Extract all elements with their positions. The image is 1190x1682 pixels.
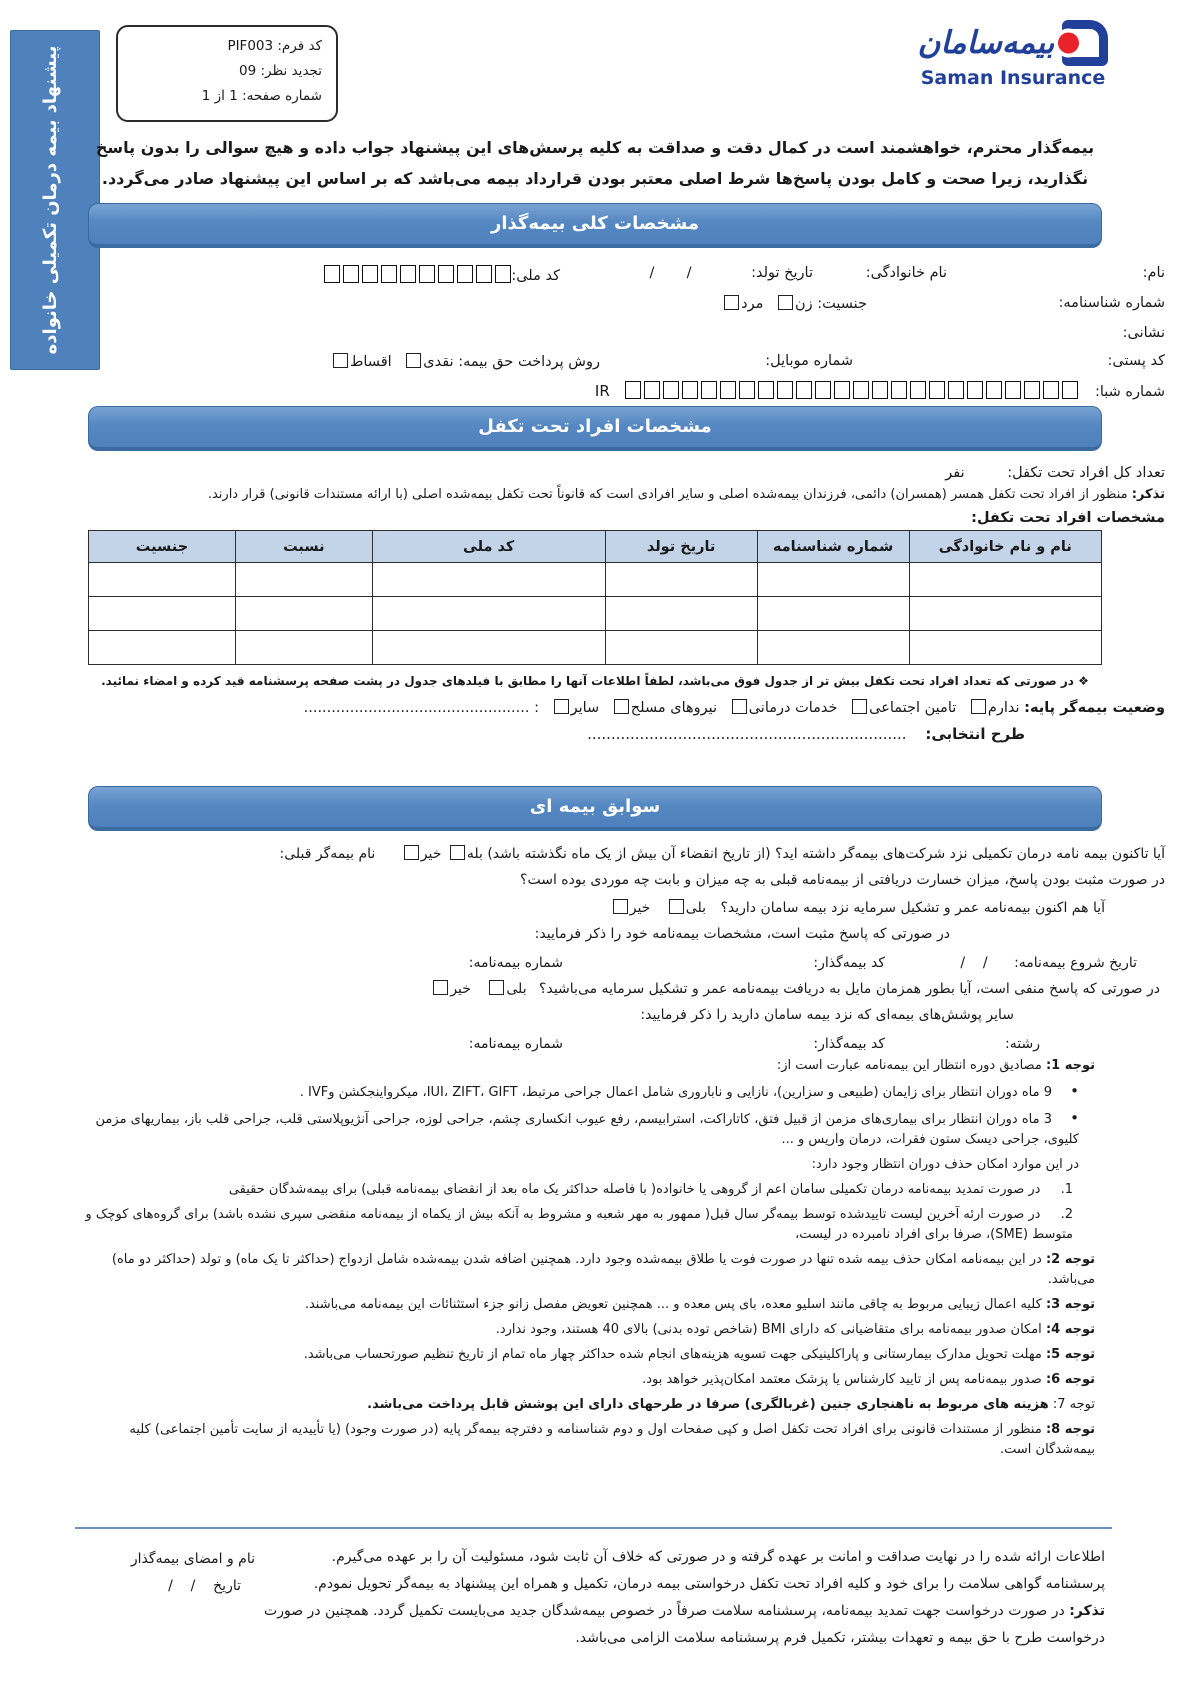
digit-box[interactable] (476, 265, 492, 283)
question-previous-policy-text: آیا تاکنون بیمه نامه درمان تکمیلی نزد شرکت‌های بیمه‌گر داشته اید؟ (از تاریخ انقضاء آن بیش از یک ماه نگذشته باشد) (487, 846, 1165, 862)
family-name-label: نام خانوادگی: (865, 265, 947, 281)
saman-insurance-logo (888, 20, 1138, 89)
q3-no-checkbox[interactable] (613, 899, 628, 914)
digit-box[interactable] (682, 381, 698, 399)
dependents-note-bold: تذکر: (1131, 487, 1165, 502)
digit-box[interactable] (929, 381, 945, 399)
footer-note-prefix: تذکر: (1069, 1603, 1105, 1619)
plan-row (0, 725, 1025, 743)
waiver-item-1 (70, 1180, 1095, 1200)
digit-box[interactable] (419, 265, 435, 283)
col-full-name: نام و نام خانوادگی (909, 531, 1101, 563)
note-8-prefix: توجه 8: (1045, 1422, 1095, 1437)
dependent-cell[interactable] (235, 631, 372, 665)
note-6-prefix: توجه 6: (1045, 1372, 1095, 1387)
policyholder-code-label: کد بیمه‌گذار: (813, 955, 885, 971)
digit-box[interactable] (644, 381, 660, 399)
question-life-policy (20, 899, 1105, 926)
digit-box[interactable] (758, 381, 774, 399)
gender-option-male: مرد (741, 296, 764, 312)
base-insurer-option-none: ندارم (987, 700, 1020, 716)
section-dependents (0, 406, 1190, 743)
base-insurer-other-dots[interactable]: : ................................................. (303, 700, 539, 716)
gender-male-checkbox[interactable] (724, 295, 739, 310)
dependent-cell[interactable] (605, 631, 757, 665)
section-header-policyholder: مشخصات کلی بیمه‌گذار (88, 203, 1102, 248)
policyholder-row-sheba (25, 377, 1165, 407)
note-5 (70, 1345, 1095, 1365)
section-header-dependents: مشخصات افراد تحت تکفل (88, 406, 1102, 451)
digit-box[interactable] (343, 265, 359, 283)
dependent-cell[interactable] (89, 597, 236, 631)
policy-number-label: شماره بیمه‌نامه: (468, 955, 563, 971)
section-insurance-history (0, 786, 1190, 1061)
note-7 (70, 1395, 1095, 1415)
note-6 (70, 1370, 1095, 1390)
note-1 (70, 1056, 1095, 1076)
policyholder-row-4 (25, 349, 1165, 377)
form-revision: تجدید نظر: 09 (239, 63, 322, 79)
digit-box[interactable] (625, 381, 641, 399)
digit-box[interactable] (853, 381, 869, 399)
policy-start-date-field (960, 955, 1137, 971)
digit-box[interactable] (986, 381, 1002, 399)
question-previous-claims: در صورت مثبت بودن پاسخ، میزان خسارت دریافتی از بیمه‌نامه قبلی به چه میزان و بابت چه موردی بوده است؟ (520, 872, 1165, 888)
q5-no-checkbox[interactable] (433, 980, 448, 995)
waiver-item-2 (70, 1205, 1095, 1245)
digit-box[interactable] (495, 265, 511, 283)
waiting-period-bullet-1 (70, 1081, 1095, 1103)
note-5-prefix: توجه 5: (1045, 1347, 1095, 1362)
declaration-line-1: اطلاعات ارائه شده را در نهایت صداقت و امانت بر عهده گرفته و در صورتی که خلاف آن ثابت شود، مسئولیت آن را بر عهده می‌گیرم. (331, 1549, 1105, 1565)
base-insurer-option-military: نیروهای مسلح (630, 700, 718, 716)
selected-plan-label: طرح انتخابی: (925, 725, 1025, 743)
birth-date-label: تاریخ تولد: (751, 265, 813, 281)
dependent-cell[interactable] (909, 597, 1101, 631)
dependents-table-label: مشخصات افراد تحت تکفل: (971, 510, 1165, 526)
dependent-cell[interactable] (235, 597, 372, 631)
note-3-text: کلیه اعمال زیبایی مربوط به چاقی مانند اسلیو معده، بای پس معده و ... همچنین تعویض مفصل زانو جزء استثنائات این بیمه‌نامه می‌باشند. (304, 1297, 1042, 1312)
policyholder-row-3 (25, 321, 1165, 349)
digit-box[interactable] (362, 265, 378, 283)
dependent-cell[interactable] (89, 631, 236, 665)
item-2-number: 2. (1060, 1207, 1073, 1222)
question-life-policy-text: آیا هم اکنون بیمه‌نامه عمر و تشکیل سرمایه نزد بیمه سامان دارید؟ (720, 900, 1105, 916)
digit-box[interactable] (834, 381, 850, 399)
saman-logo-red-dot-icon (1058, 33, 1079, 54)
gender-field (714, 295, 867, 312)
base-insurer-label: وضعیت بیمه‌گر پایه: (1024, 700, 1165, 716)
waiting-period-bullet-2-text: 3 ماه دوران انتظار برای بیماری‌های مزمن از قبیل فتق، کاتاراکت، استرابیسم، رفع عیوب انکساری چشم، جراحی لوزه، جراحی آنژیوپلاستی قلب، جراحی قلب باز، بیماریهای مزمن کلیوی، جراحی دیسک ستون فقرات، درمان واریس و ... (95, 1112, 1079, 1147)
base-insurer-none-checkbox[interactable] (971, 699, 986, 714)
note-6-text: صدور بیمه‌نامه پس از تایید کارشناس یا پزشک معتمد امکان‌پذیر خواهد بود. (642, 1372, 1042, 1387)
note-2-text: در این بیمه‌نامه امکان حذف بیمه شده تنها در صورت فوت یا طلاق بیمه‌شده وجود دارد. همچنین اضافه شدن بیمه‌شده شامل ازدواج (حداکثر تا یک ماه) و تولد (حداکثر دو ماه) می‌باشد. (111, 1252, 1095, 1287)
digit-box[interactable] (1024, 381, 1040, 399)
mobile-label: شماره موبایل: (765, 353, 853, 369)
payment-option-cash: نقدی (423, 354, 454, 370)
base-insurer-option-health: خدمات درمانی (748, 700, 838, 716)
dependent-cell[interactable] (372, 631, 605, 665)
postal-code-label: کد پستی: (1107, 353, 1165, 369)
note-2-prefix: توجه 2: (1045, 1252, 1095, 1267)
signature-label[interactable]: نام و امضای بیمه‌گذار (130, 1551, 255, 1567)
section-policyholder (0, 203, 1190, 407)
previous-insurer-name-label: نام بیمه‌گر قبلی: (279, 846, 376, 862)
dependent-cell[interactable] (372, 597, 605, 631)
note-4-text: امکان صدور بیمه‌نامه برای متقاضیانی که دارای BMI (شاخص توده بدنی) بالای 40 هستند، وجود ندارد. (495, 1322, 1042, 1337)
digit-box[interactable] (1062, 381, 1078, 399)
dependent-row (89, 631, 1102, 665)
form-title-vertical: پیشنهاد بیمه درمان تکمیلی خانواده (40, 45, 61, 355)
dependents-total-unit: نفر (945, 465, 965, 481)
dependent-cell[interactable] (372, 563, 605, 597)
note-3 (70, 1295, 1095, 1315)
dependent-cell[interactable] (89, 563, 236, 597)
q5-option-yes: بلی (506, 981, 527, 997)
saman-logo-icon (1062, 20, 1108, 66)
logo-english-wordmark: Saman Insurance (920, 67, 1106, 89)
note-5-text: مهلت تحویل مدارک بیمارستانی و پاراکلینیکی جهت تسویه هزینه‌های انجام شده حداکثر چهار ماه تمام از تاریخ تنظیم صورتحساب می‌باشد. (303, 1347, 1042, 1362)
footer-note-text: در صورت درخواست جهت تمدید بیمه‌نامه، پرسشنامه سلامت صرفاً در خصوص بیمه‌شدگان جدید می‌بایست تکمیل گردد. همچنین در صورت درخواست طرح با حق بیمه و تعهدات بیشتر، تکمیل فرم پرسشنامه سلامت الزامی می‌باشد. (264, 1603, 1105, 1646)
digit-box[interactable] (815, 381, 831, 399)
note-7-text: هزینه های مربوط به ناهنجاری جنین (غربالگری) صرفا در طرحهای دارای این پوشش قابل پرداخت می‌باشد. (367, 1397, 1049, 1412)
payment-cash-checkbox[interactable] (406, 353, 421, 368)
notes-section (0, 1056, 1190, 1465)
digit-box[interactable] (739, 381, 755, 399)
sheba-field (595, 381, 1165, 400)
q1-option-yes: بله (466, 846, 483, 862)
col-relation: نسبت (235, 531, 372, 563)
question-simultaneous-life (20, 980, 1160, 1007)
dependents-note (25, 487, 1165, 502)
digit-box[interactable] (400, 265, 416, 283)
dependent-cell[interactable] (757, 597, 909, 631)
payment-option-installment: اقساط (349, 354, 392, 370)
dependents-overflow-note: ❖ در صورتی که تعداد افراد تحت تکفل بیش تر از جدول فوق می‌باشد، لطفاً اطلاعات آنها را مطابق با فیلدهای جدول در پشت صفحه پرسشنامه قید کرده و امضاء نمائید. (101, 674, 1089, 688)
digit-box[interactable] (381, 265, 397, 283)
base-insurer-option-social: تامین اجتماعی (869, 700, 957, 716)
note-4-prefix: توجه 4: (1045, 1322, 1095, 1337)
name-label: نام: (1142, 265, 1165, 281)
note-8 (70, 1420, 1095, 1460)
question-simultaneous-life-text: در صورتی که پاسخ منفی است، آیا بطور همزمان مایل به دریافت بیمه‌نامه عمر و تشکیل سرمایه می‌باشید؟ (539, 981, 1160, 997)
bullet-icon: • (1070, 1082, 1079, 1100)
digit-box[interactable] (701, 381, 717, 399)
note-1-prefix: توجه 1: (1045, 1058, 1095, 1073)
policy-start-date-slashes[interactable]: / / (960, 955, 988, 971)
dependents-table-header-row (89, 531, 1102, 563)
col-gender: جنسیت (89, 531, 236, 563)
intro-paragraph: بیمه‌گذار محترم، خواهشمند است در کمال دقت و صداقت به کلیه پرسش‌های این پیشنهاد جواب داده و هیچ سوالی را بدون پاسخ نگذارید، زیرا صحت و کامل بودن پاسخ‌ها شرط اصلی معتبر بودن قرارداد بیمه می‌باشد که بر اساس این پیشنهاد صادر می‌گردد. (95, 138, 1095, 188)
dependent-cell[interactable] (605, 563, 757, 597)
dependent-cell[interactable] (909, 631, 1101, 665)
policy-start-date-label: تاریخ شروع بیمه‌نامه: (1014, 955, 1137, 971)
digit-box[interactable] (1043, 381, 1059, 399)
q5-option-no: خیر (450, 981, 471, 997)
dependent-cell[interactable] (757, 631, 909, 665)
digit-box[interactable] (777, 381, 793, 399)
dependent-cell[interactable] (605, 597, 757, 631)
gender-female-checkbox[interactable] (778, 295, 793, 310)
payment-installment-checkbox[interactable] (333, 353, 348, 368)
dependent-cell[interactable] (909, 563, 1101, 597)
field-line-label: رشته: (1005, 1036, 1040, 1052)
national-code-label: کد ملی: (511, 268, 560, 284)
payment-method-label: روش پرداخت حق بیمه: (458, 354, 600, 370)
policy-details-row-1 (25, 953, 1165, 980)
waiver-item-1-text: در صورت تمدید بیمه‌نامه درمان تکمیلی سامان اعم از گروهی یا خانواده( با فاصله حداکثر یک ماه بعد از انقضای بیمه‌نامه قبلی) برای بیمه‌شدگان حقیقی (228, 1182, 1041, 1197)
digit-box[interactable] (457, 265, 473, 283)
dependent-row (89, 563, 1102, 597)
col-national-code: کد ملی (372, 531, 605, 563)
note-3-prefix: توجه 3: (1045, 1297, 1095, 1312)
sheba-label: شماره شبا: (1095, 384, 1165, 400)
declaration-line-2: پرسشنامه گواهی سلامت را برای خود و کلیه افراد تحت تکفل درخواستی بیمه درمان، تکمیل و همراه این پیشنهاد به بیمه‌گر تحویل نمودم. (313, 1576, 1105, 1592)
base-insurer-health-checkbox[interactable] (732, 699, 747, 714)
dependents-total-label: تعداد کل افراد تحت تکفل: (1007, 465, 1165, 481)
birth-date-field (649, 265, 813, 281)
policyholder-code-label-2: کد بیمه‌گذار: (813, 1036, 885, 1052)
payment-method-field (323, 353, 600, 370)
birth-date-slashes[interactable]: / / (649, 265, 692, 281)
dependents-note-text: منظور از افراد تحت تکفل همسر (همسران) دائمی، فرزندان بیمه‌شده اصلی و سایر افرادی است که قانوناً تحت تکفل بیمه‌شده اصلی (با ارائه مستندات قانونی) قرار دارند. (207, 487, 1128, 502)
waiver-intro: در این موارد امکان حذف دوران انتظار وجود دارد: (811, 1157, 1079, 1172)
footer-note (250, 1598, 1105, 1652)
national-code-field (321, 265, 560, 284)
col-birth-date: تاریخ تولد (605, 531, 757, 563)
digit-box[interactable] (967, 381, 983, 399)
footer-divider (75, 1527, 1112, 1529)
dependent-cell[interactable] (235, 563, 372, 597)
q1-yes-checkbox[interactable] (450, 845, 465, 860)
q1-no-checkbox[interactable] (404, 845, 419, 860)
waiver-item-2-text: در صورت ارئه آخرین لیست تاییدشده توسط بیمه‌گر سال قبل( ممهور به مهر شعبه و مشروط به آنکه بیش از یکماه از بیمه‌نامه منقضی سپری نشده باشد) برای گروه‌های کوچک و متوسط (SME)، صرفا برای افراد نامبرده در لیست، (85, 1207, 1073, 1242)
instruction-positive-answer: در صورتی که پاسخ مثبت است، مشخصات بیمه‌نامه خود را ذکر فرمایید: (534, 926, 950, 942)
section-header-history: سوابق بیمه ای (88, 786, 1102, 831)
sheba-boxes[interactable] (622, 381, 1078, 400)
note-8-text: منظور از مستندات قانونی برای افراد تحت تکفل اصل و کپی صفحات اول و دوم شناسنامه و دفترچه بیمه‌گر پایه (در صورت وجود) (یا تأییدیه از سایت تأمین اجتماعی) کلیه بیمه‌شدگان است. (129, 1422, 1095, 1457)
dependent-cell[interactable] (757, 563, 909, 597)
digit-box[interactable] (796, 381, 812, 399)
logo-persian-wordmark: بیمه‌سامان (917, 25, 1055, 61)
policyholder-row-2 (25, 291, 1165, 321)
gender-option-female: زن (794, 296, 813, 312)
waiting-period-bullet-1-text: 9 ماه دوران انتظار برای زایمان (طبیعی و سزارین)، نازایی و ناباروری شامل اعمال جراحی مرتبط، IUI، ZIFT، GIFT، میکرواینجکشن وIVF . (299, 1085, 1052, 1100)
id-number-label: شماره شناسنامه: (1058, 295, 1165, 311)
item-1-number: 1. (1060, 1182, 1073, 1197)
signature-date-label[interactable]: تاریخ / / (168, 1578, 241, 1594)
base-insurer-option-other: سایر (570, 700, 600, 716)
gender-label: جنسیت: (817, 296, 867, 312)
base-insurer-social-checkbox[interactable] (852, 699, 867, 714)
instruction-other-coverages: سایر پوشش‌های بیمه‌ای که نزد بیمه سامان دارید را ذکر فرمایید: (640, 1007, 1014, 1023)
base-insurer-military-checkbox[interactable] (614, 699, 629, 714)
form-code-box (116, 25, 338, 122)
digit-box[interactable] (1005, 381, 1021, 399)
digit-box[interactable] (438, 265, 454, 283)
note-7-prefix: توجه 7: (1052, 1397, 1095, 1412)
digit-box[interactable] (663, 381, 679, 399)
q1-option-no: خیر (420, 846, 442, 862)
waiting-period-bullet-2 (70, 1108, 1095, 1150)
digit-box[interactable] (324, 265, 340, 283)
form-page-number: شماره صفحه: 1 از 1 (201, 88, 322, 104)
form-code: کد فرم: PIF003 (227, 38, 322, 54)
dependents-total-row (25, 465, 1165, 481)
signature-block (95, 1546, 255, 1600)
base-insurer-other-checkbox[interactable] (554, 699, 569, 714)
base-insurer-row (25, 699, 1165, 716)
note-1-text: مصادیق دوره انتظار این بیمه‌نامه عبارت است از: (776, 1058, 1042, 1073)
digit-box[interactable] (720, 381, 736, 399)
policyholder-row-1 (25, 261, 1165, 291)
digit-box[interactable] (872, 381, 888, 399)
national-code-boxes[interactable] (321, 265, 511, 284)
note-4 (70, 1320, 1095, 1340)
col-id-number: شماره شناسنامه (757, 531, 909, 563)
q3-yes-checkbox[interactable] (669, 899, 684, 914)
address-label: نشانی: (1122, 325, 1165, 341)
dependent-row (89, 597, 1102, 631)
digit-box[interactable] (891, 381, 907, 399)
q3-option-no: خیر (629, 900, 651, 916)
sheba-ir-prefix: IR (594, 382, 610, 400)
q5-yes-checkbox[interactable] (489, 980, 504, 995)
selected-plan-dots[interactable]: ................................................................... (587, 725, 907, 743)
note-2 (70, 1250, 1095, 1290)
question-previous-policy (20, 845, 1165, 872)
q3-option-yes: بلی (685, 900, 706, 916)
bullet-icon: • (1070, 1109, 1079, 1127)
dependents-table (88, 530, 1102, 665)
digit-box[interactable] (948, 381, 964, 399)
policy-number-label-2: شماره بیمه‌نامه: (468, 1036, 563, 1052)
digit-box[interactable] (910, 381, 926, 399)
